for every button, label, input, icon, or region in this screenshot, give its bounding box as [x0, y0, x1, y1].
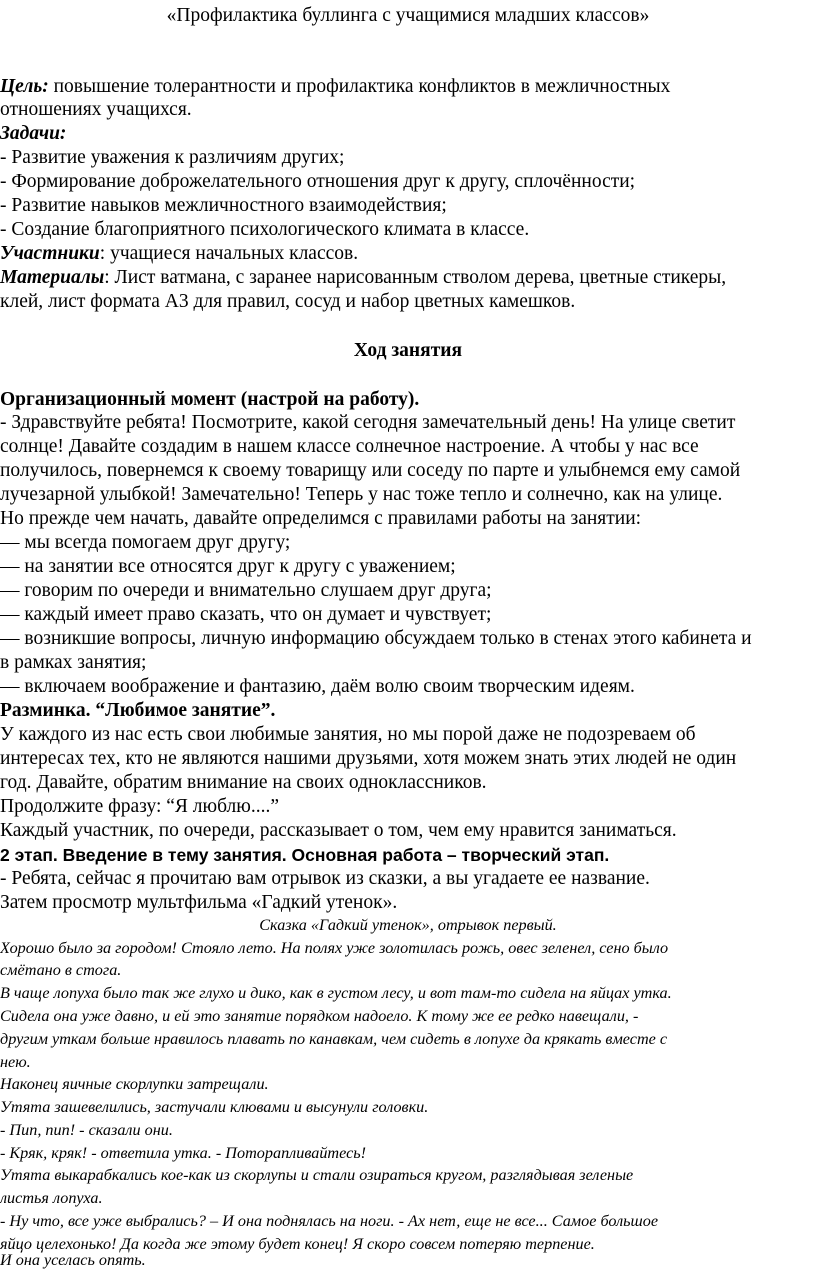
- rule-item: — говорим по очереди и внимательно слушаем друг друга;: [0, 580, 492, 601]
- warmup-line: Каждый участник, по очереди, рассказывает о том, чем ему нравится заниматься.: [0, 820, 677, 841]
- tale-caption: Сказка «Гадкий утенок», отрывок первый.: [259, 916, 557, 934]
- tale-line: В чаще лопуха было так же глухо и дико, как в густом лесу, и вот там-то сидела на яйцах утка.: [0, 984, 672, 1002]
- rule-item: — на занятии все относятся друг к другу с уважением;: [0, 556, 456, 577]
- tale-line: Утята выкарабкались кое-как из скорлупы и стали озираться кругом, разглядывая зеленые: [0, 1166, 634, 1184]
- document-title: «Профилактика буллинга с учащимися младших классов»: [166, 5, 650, 26]
- task-item: - Создание благоприятного психологического климата в классе.: [0, 219, 530, 240]
- tale-line: - Ну что, все уже выбрались? – И она поднялась на ноги. - Ах нет, еще не все... Самое большое: [0, 1212, 659, 1230]
- goal-line-1: [0, 75, 670, 98]
- task-item: - Развитие уважения к различиям других;: [0, 147, 345, 168]
- warmup-line: У каждого из нас есть свои любимые занятия, но мы порой даже не подозреваем об: [0, 724, 696, 745]
- tale-line: яйцо целехонько! Да когда же этому будет конец! Я скоро совсем потеряю терпение.: [0, 1235, 595, 1253]
- task-item: - Формирование доброжелательного отношения друг к другу, сплочённости;: [0, 171, 636, 192]
- org-moment-line: Но прежде чем начать, давайте определимся с правилами работы на занятии:: [0, 508, 642, 529]
- rule-item-continued: в рамках занятия;: [0, 652, 147, 673]
- participants-line: [0, 242, 358, 265]
- warmup-line: интересах тех, кто не являются нашими друзьями, хотя можем знать этих людей не один: [0, 748, 737, 769]
- tale-line: Хорошо было за городом! Стояло лето. На полях уже золотилась рожь, овес зеленел, сено было: [0, 939, 669, 957]
- goal-line-2: отношениях учащихся.: [0, 99, 192, 120]
- materials-label: Материалы: [0, 267, 105, 288]
- tale-line: Утята зашевелились, застучали клювами и высунули головки.: [0, 1098, 429, 1116]
- stage2-heading: 2 этап. Введение в тему занятия. Основная работа – творческий этап.: [0, 845, 610, 865]
- warmup-line: год. Давайте, обратим внимание на своих одноклассников.: [0, 772, 487, 793]
- tale-line: нею.: [0, 1053, 31, 1071]
- tale-line: Наконец яичные скорлупки затрещали.: [0, 1075, 269, 1093]
- goal-label: Цель:: [0, 76, 49, 97]
- rule-item: — включаем воображение и фантазию, даём волю своим творческим идеям.: [0, 676, 635, 697]
- tale-line: другим уткам больше нравилось плавать по канавкам, чем сидеть в лопухе да крякать вместе с: [0, 1030, 668, 1048]
- tale-line: смётано в стога.: [0, 961, 122, 979]
- rule-item: — каждый имеет право сказать, что он думает и чувствует;: [0, 604, 492, 625]
- stage2-line: - Ребята, сейчас я прочитаю вам отрывок из сказки, а вы угадаете ее название.: [0, 868, 650, 889]
- stage2-line: Затем просмотр мультфильма «Гадкий утенок».: [0, 892, 398, 913]
- rule-item: — возникшие вопросы, личную информацию обсуждаем только в стенах этого кабинета и: [0, 628, 752, 649]
- participants-text: : учащиеся начальных классов.: [99, 243, 359, 264]
- org-moment-line: - Здравствуйте ребята! Посмотрите, какой сегодня замечательный день! На улице светит: [0, 412, 736, 433]
- org-moment-line: получилось, повернемся к своему товарищу или соседу по парте и улыбнемся ему самой: [0, 460, 741, 481]
- participants-label: Участники: [0, 243, 100, 264]
- lesson-heading: Ход занятия: [353, 340, 463, 361]
- org-moment-line: лучезарной улыбкой! Замечательно! Теперь у нас тоже тепло и солнечно, как на улице.: [0, 484, 723, 505]
- tale-line: листья лопуха.: [0, 1189, 103, 1207]
- tasks-label: Задачи:: [0, 123, 67, 144]
- warmup-line: Продолжите фразу: “Я люблю....”: [0, 796, 279, 817]
- tale-line: - Пип, пип! - сказали они.: [0, 1121, 173, 1139]
- task-item: - Развитие навыков межличностного взаимодействия;: [0, 195, 447, 216]
- materials-text: : Лист ватмана, с заранее нарисованным стволом дерева, цветные стикеры,: [104, 267, 727, 288]
- materials-line-2: клей, лист формата А3 для правил, сосуд и набор цветных камешков.: [0, 291, 576, 312]
- warmup-heading: Разминка. “Любимое занятие”.: [0, 700, 276, 721]
- tale-line: - Кряк, кряк! - ответила утка. - Поторапливайтесь!: [0, 1144, 367, 1162]
- materials-line-1: [0, 266, 726, 289]
- org-moment-heading: Организационный момент (настрой на работу).: [0, 389, 420, 410]
- tale-line: И она уселась опять.: [0, 1251, 146, 1269]
- goal-text: повышение толерантности и профилактика конфликтов в межличностных: [48, 76, 671, 97]
- tale-line: Сидела она уже давно, и ей это занятие порядком надоело. К тому же ее редко навещали, -: [0, 1007, 639, 1025]
- rule-item: — мы всегда помогаем друг другу;: [0, 532, 291, 553]
- org-moment-line: солнце! Давайте создадим в нашем классе солнечное настроение. А чтобы у нас все: [0, 436, 699, 457]
